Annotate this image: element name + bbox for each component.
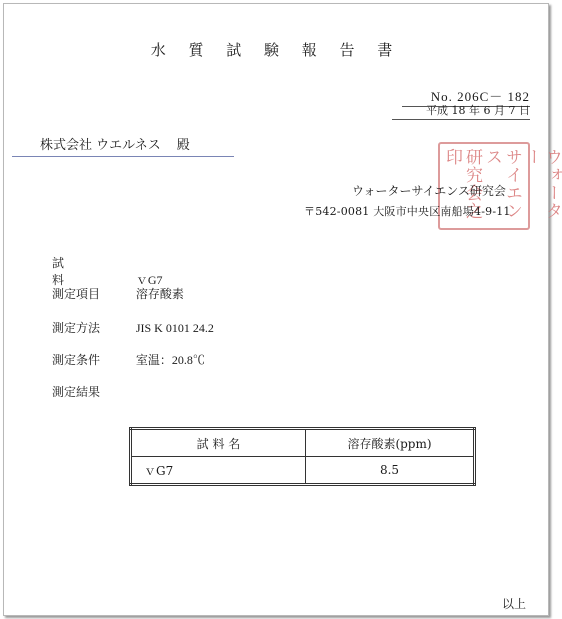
field-label: 試 料 bbox=[52, 256, 91, 287]
issuer-name: ウォーターサイエンス研究会 bbox=[352, 184, 506, 198]
issuer-address: 〒542-0081 大阪市中央区南船場4-9-11 bbox=[304, 205, 511, 218]
field-value: ｖG7 bbox=[135, 273, 163, 287]
field-measurement-conditions bbox=[52, 351, 205, 368]
report-page bbox=[3, 3, 562, 616]
table-header-row bbox=[131, 429, 475, 457]
recipient-line bbox=[12, 134, 234, 157]
table-row bbox=[131, 457, 475, 485]
table-cell-sample: ｖG7 bbox=[131, 457, 306, 485]
field-measurement-method bbox=[52, 319, 214, 336]
seal-text-column-3: 研究会之印 bbox=[442, 148, 482, 220]
column-header-dissolved-oxygen: 溶存酸素(ppm) bbox=[306, 429, 475, 457]
recipient-name: 株式会社 ウエルネス bbox=[40, 138, 161, 153]
table-cell-value: 8.5 bbox=[306, 457, 475, 485]
field-measurement-results bbox=[52, 383, 132, 400]
field-value: 室温：20.8℃ bbox=[135, 353, 205, 367]
seal-text-column-1: ウォーター bbox=[522, 148, 562, 220]
recipient-honorific: 殿 bbox=[176, 138, 190, 153]
document-number: No. 206C－ 182 bbox=[402, 86, 530, 107]
column-header-sample-name: 試 料 名 bbox=[131, 429, 306, 457]
field-value: 溶存酸素 bbox=[135, 287, 184, 301]
field-label: 測定方法 bbox=[52, 321, 101, 335]
field-label: 測定条件 bbox=[52, 353, 101, 367]
document-date: 平成 18 年 6 月 7 日 bbox=[392, 102, 530, 120]
end-mark: 以上 bbox=[501, 597, 526, 611]
seal-text-column-2: サイエンス bbox=[482, 148, 522, 220]
field-label: 測定結果 bbox=[52, 385, 101, 399]
field-measurement-item bbox=[52, 285, 184, 302]
results-table bbox=[129, 427, 476, 486]
field-label: 測定項目 bbox=[52, 287, 101, 301]
field-value: JIS K 0101 24.2 bbox=[135, 321, 214, 335]
report-title: 水 質 試 験 報 告 書 bbox=[150, 41, 402, 59]
field-sample bbox=[52, 254, 163, 288]
